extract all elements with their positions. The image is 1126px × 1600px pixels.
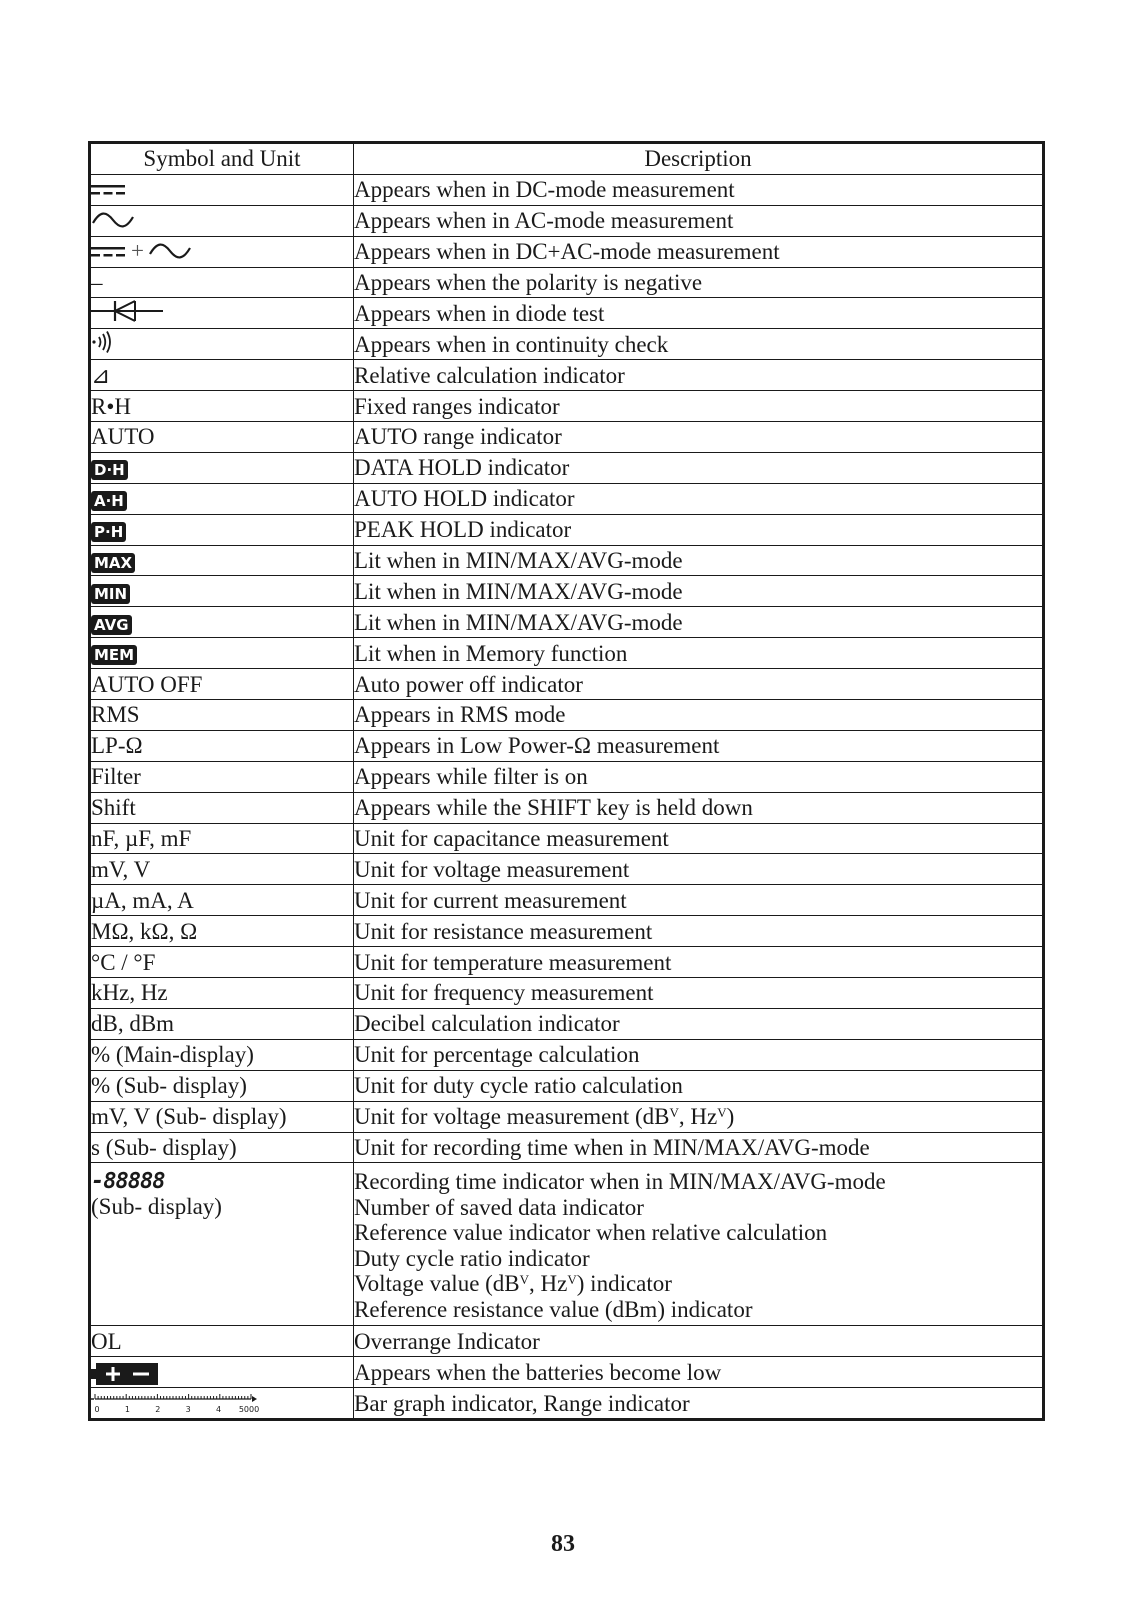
table-row bbox=[90, 236, 1044, 267]
symbol-text: AUTO OFF bbox=[91, 671, 203, 697]
symbol-text: mV, V bbox=[91, 856, 151, 882]
bar-graph-tick-label: 1 bbox=[124, 1405, 130, 1415]
description-cell: Appears when in DC-mode measurement bbox=[354, 174, 1044, 205]
header-symbol: Symbol and Unit bbox=[90, 143, 354, 175]
auto-hold-badge-icon: A·H bbox=[91, 491, 127, 511]
data-hold-badge-icon: D·H bbox=[91, 460, 128, 480]
symbol-text: RMS bbox=[91, 702, 140, 728]
symbol-text: µA, mA, A bbox=[91, 887, 194, 913]
bar-graph-icon bbox=[91, 1392, 271, 1416]
description-cell: Appears in Low Power-Ω measurement bbox=[354, 730, 1044, 761]
avg-badge-icon: AVG bbox=[91, 615, 132, 635]
table-row bbox=[90, 298, 1044, 329]
symbol-cell bbox=[90, 700, 354, 731]
description-cell: Unit for duty cycle ratio calculation bbox=[354, 1070, 1044, 1101]
description-line: Duty cycle ratio indicator bbox=[354, 1245, 590, 1271]
battery-icon bbox=[91, 1363, 159, 1385]
description-line: Number of saved data indicator bbox=[354, 1194, 644, 1220]
symbol-text: Shift bbox=[91, 795, 136, 821]
description-line: Recording time indicator when in MIN/MAX/AVG-mode bbox=[354, 1169, 886, 1195]
symbol-cell bbox=[90, 1070, 354, 1101]
symbol-cell bbox=[90, 452, 354, 483]
symbol-cell bbox=[90, 514, 354, 545]
table-row bbox=[90, 730, 1044, 761]
table-row bbox=[90, 1101, 1044, 1132]
sub-display-digits: -88888 bbox=[91, 1169, 165, 1195]
symbol-cell bbox=[90, 236, 354, 267]
description-cell: Appears when the batteries become low bbox=[354, 1357, 1044, 1388]
header-description: Description bbox=[354, 143, 1044, 175]
table-body-tail bbox=[90, 1101, 1044, 1419]
description-cell: Lit when in MIN/MAX/AVG-mode bbox=[354, 545, 1044, 576]
symbol-cell bbox=[90, 329, 354, 360]
description-cell: Unit for percentage calculation bbox=[354, 1039, 1044, 1070]
min-badge-icon: MIN bbox=[91, 584, 130, 604]
symbol-cell: OL bbox=[90, 1326, 354, 1357]
description-cell: AUTO HOLD indicator bbox=[354, 483, 1044, 514]
symbol-cell: mV, V (Sub- display) bbox=[90, 1101, 354, 1132]
symbol-cell bbox=[90, 669, 354, 700]
description-text: Voltage value (dB bbox=[354, 1271, 520, 1297]
table-row bbox=[90, 947, 1044, 978]
description-text: , Hz bbox=[678, 1104, 718, 1130]
table-row bbox=[90, 1132, 1044, 1163]
symbol-cell bbox=[90, 422, 354, 453]
description-cell: Unit for resistance measurement bbox=[354, 916, 1044, 947]
peak-hold-badge-icon: P·H bbox=[91, 522, 126, 542]
symbol-text: °C / °F bbox=[91, 949, 156, 975]
ac-icon bbox=[91, 209, 135, 234]
bar-graph-tick-label: 2 bbox=[155, 1405, 161, 1415]
symbol-cell bbox=[90, 360, 354, 391]
table-row bbox=[90, 916, 1044, 947]
description-cell: Lit when in Memory function bbox=[354, 638, 1044, 669]
diode-icon bbox=[91, 299, 163, 328]
dc-ac-icon bbox=[91, 238, 192, 263]
dc-icon bbox=[91, 240, 127, 265]
table-row bbox=[90, 422, 1044, 453]
table-row bbox=[90, 1388, 1044, 1420]
description-line: Reference resistance value (dBm) indicator bbox=[354, 1296, 753, 1322]
description-cell: DATA HOLD indicator bbox=[354, 452, 1044, 483]
table-header-row bbox=[90, 143, 1044, 175]
plus-sign: + bbox=[131, 238, 144, 263]
symbol-cell: s (Sub- display) bbox=[90, 1132, 354, 1163]
max-badge-icon: MAX bbox=[91, 553, 135, 573]
table-row bbox=[90, 452, 1044, 483]
description-cell: Unit for temperature measurement bbox=[354, 947, 1044, 978]
continuity-icon bbox=[91, 330, 115, 359]
table-row bbox=[90, 514, 1044, 545]
description-cell: Lit when in MIN/MAX/AVG-mode bbox=[354, 607, 1044, 638]
symbol-cell bbox=[90, 1163, 354, 1326]
table-row bbox=[90, 174, 1044, 205]
symbol-cell bbox=[90, 545, 354, 576]
symbol-text: LP-Ω bbox=[91, 733, 143, 759]
description-cell: Unit for frequency measurement bbox=[354, 978, 1044, 1009]
table-row bbox=[90, 329, 1044, 360]
symbol-text: kHz, Hz bbox=[91, 980, 168, 1006]
symbol-cell bbox=[90, 638, 354, 669]
symbol-cell bbox=[90, 761, 354, 792]
symbol-cell bbox=[90, 174, 354, 205]
symbol-cell bbox=[90, 483, 354, 514]
symbol-text: – bbox=[91, 270, 103, 295]
symbol-cell bbox=[90, 730, 354, 761]
table-row bbox=[90, 978, 1044, 1009]
description-line bbox=[354, 1271, 1042, 1297]
table-row bbox=[90, 1163, 1044, 1326]
description-cell: Appears while filter is on bbox=[354, 761, 1044, 792]
description-cell bbox=[354, 1163, 1044, 1326]
bar-graph-tick-label: 0 bbox=[94, 1405, 100, 1415]
symbol-text: ⊿ bbox=[91, 362, 111, 388]
symbol-text: AUTO bbox=[91, 424, 155, 450]
description-cell: Decibel calculation indicator bbox=[354, 1008, 1044, 1039]
table-row bbox=[90, 854, 1044, 885]
table-row bbox=[90, 545, 1044, 576]
table-row bbox=[90, 360, 1044, 391]
symbol-cell bbox=[90, 391, 354, 422]
symbol-text: % (Main-display) bbox=[91, 1042, 254, 1068]
table-row bbox=[90, 1008, 1044, 1039]
description-cell: Appears when in AC-mode measurement bbox=[354, 205, 1044, 236]
superscript: V bbox=[519, 1272, 530, 1288]
page-number: 83 bbox=[551, 1531, 575, 1557]
description-cell: AUTO range indicator bbox=[354, 422, 1044, 453]
description-text: , Hz bbox=[529, 1271, 568, 1297]
bar-graph-tick-label: 3 bbox=[185, 1405, 191, 1415]
symbol-cell bbox=[90, 1039, 354, 1070]
superscript: V bbox=[567, 1272, 577, 1288]
symbol-cell bbox=[90, 885, 354, 916]
table-row bbox=[90, 483, 1044, 514]
description-line: Reference value indicator when relative calculation bbox=[354, 1220, 828, 1246]
description-cell: Auto power off indicator bbox=[354, 669, 1044, 700]
table-body bbox=[90, 174, 1044, 1101]
table-row bbox=[90, 700, 1044, 731]
table-row bbox=[90, 1357, 1044, 1388]
symbol-cell bbox=[90, 978, 354, 1009]
description-cell: Appears while the SHIFT key is held down bbox=[354, 792, 1044, 823]
table-row bbox=[90, 792, 1044, 823]
symbol-table bbox=[88, 141, 1045, 1421]
table-row bbox=[90, 669, 1044, 700]
symbol-cell bbox=[90, 607, 354, 638]
mem-badge-icon: MEM bbox=[91, 645, 137, 665]
symbol-text: dB, dBm bbox=[91, 1011, 175, 1037]
description-cell: Appears when in diode test bbox=[354, 298, 1044, 329]
symbol-cell bbox=[90, 1008, 354, 1039]
bar-graph-tick-label: 4 bbox=[216, 1405, 222, 1415]
table-row bbox=[90, 1070, 1044, 1101]
symbol-text: nF, µF, mF bbox=[91, 826, 192, 852]
dc-icon bbox=[91, 178, 127, 203]
symbol-cell bbox=[90, 823, 354, 854]
table-row bbox=[90, 1326, 1044, 1357]
symbol-text: Filter bbox=[91, 764, 141, 790]
bar-graph-tick-label: 5000 bbox=[238, 1405, 260, 1415]
ac-icon bbox=[148, 240, 192, 265]
description-cell: Bar graph indicator, Range indicator bbox=[354, 1388, 1044, 1420]
description-text: ) bbox=[726, 1104, 735, 1130]
symbol-text: MΩ, kΩ, Ω bbox=[91, 918, 198, 944]
description-cell: Appears when in continuity check bbox=[354, 329, 1044, 360]
symbol-cell bbox=[90, 1388, 354, 1420]
symbol-cell bbox=[90, 916, 354, 947]
description-cell: Unit for current measurement bbox=[354, 885, 1044, 916]
description-cell: Appears when the polarity is negative bbox=[354, 267, 1044, 298]
superscript: V bbox=[717, 1105, 727, 1121]
symbol-cell bbox=[90, 792, 354, 823]
table-row bbox=[90, 576, 1044, 607]
table-row bbox=[90, 267, 1044, 298]
symbol-cell bbox=[90, 267, 354, 298]
description-cell: Appears when in DC+AC-mode measurement bbox=[354, 236, 1044, 267]
description-cell: Unit for voltage measurement bbox=[354, 854, 1044, 885]
description-cell: Unit for recording time when in MIN/MAX/AVG-mode bbox=[354, 1132, 1044, 1163]
description-cell: Lit when in MIN/MAX/AVG-mode bbox=[354, 576, 1044, 607]
symbol-cell bbox=[90, 205, 354, 236]
description-cell bbox=[354, 1101, 1044, 1132]
symbol-text: R•H bbox=[91, 393, 132, 419]
symbol-text: % (Sub- display) bbox=[91, 1073, 247, 1099]
table-row bbox=[90, 607, 1044, 638]
symbol-cell bbox=[90, 947, 354, 978]
description-cell: Overrange Indicator bbox=[354, 1326, 1044, 1357]
superscript: V bbox=[669, 1105, 679, 1121]
table-row bbox=[90, 638, 1044, 669]
description-cell: Relative calculation indicator bbox=[354, 360, 1044, 391]
table-row bbox=[90, 391, 1044, 422]
table-row bbox=[90, 761, 1044, 792]
table-row bbox=[90, 1039, 1044, 1070]
description-cell: PEAK HOLD indicator bbox=[354, 514, 1044, 545]
description-text: Unit for voltage measurement (dB bbox=[354, 1104, 670, 1130]
symbol-cell bbox=[90, 298, 354, 329]
description-cell: Appears in RMS mode bbox=[354, 700, 1044, 731]
symbol-cell bbox=[90, 854, 354, 885]
sub-display-label: (Sub- display) bbox=[91, 1194, 222, 1220]
description-text: ) indicator bbox=[576, 1271, 672, 1297]
table-row bbox=[90, 205, 1044, 236]
table-row bbox=[90, 823, 1044, 854]
description-cell: Fixed ranges indicator bbox=[354, 391, 1044, 422]
table-row bbox=[90, 885, 1044, 916]
description-cell: Unit for capacitance measurement bbox=[354, 823, 1044, 854]
symbol-cell bbox=[90, 1357, 354, 1388]
symbol-cell bbox=[90, 576, 354, 607]
